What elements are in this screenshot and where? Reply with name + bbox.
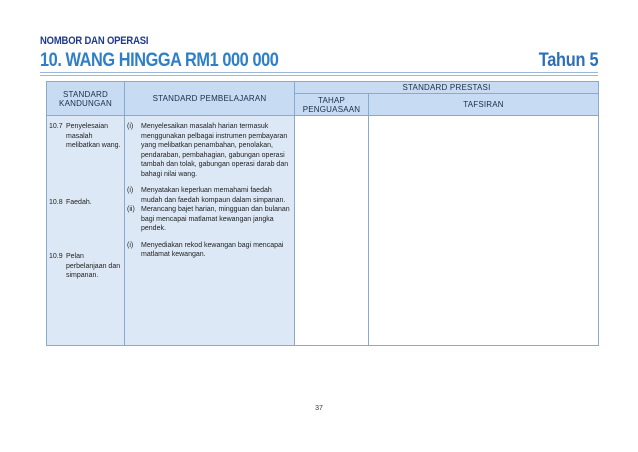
pembelajaran-item: [125, 205, 294, 234]
pembelajaran-text: Menyediakan rekod kewangan bagi mencapai matlamat kewangan.: [141, 241, 284, 258]
pembelajaran-item: [125, 186, 294, 205]
pembelajaran-number: (i): [127, 187, 134, 194]
kandungan-text: Pelan perbelanjaan dan simpanan.: [66, 253, 121, 279]
pembelajaran-item: [125, 122, 294, 179]
kandungan-number: 10.9: [49, 253, 63, 260]
header-divider-top: [40, 72, 598, 73]
header-standard-kandungan: STANDARD KANDUNGAN: [47, 82, 125, 116]
tahap-penguasaan-cell: [295, 116, 369, 346]
pembelajaran-number: (ii): [127, 206, 135, 213]
section-title: NOMBOR DAN OPERASI: [40, 35, 149, 47]
pembelajaran-text: Menyatakan keperluan memahami faedah mudah dan faedah kompaun dalam simpanan.: [141, 187, 286, 204]
curriculum-table: [46, 81, 599, 346]
pembelajaran-number: (i): [127, 241, 134, 249]
kandungan-item: [47, 198, 124, 208]
topic-title: 10. WANG HINGGA RM1 000 000: [40, 50, 279, 71]
year-label: Tahun 5: [538, 50, 598, 71]
kandungan-number: 10.8: [49, 198, 63, 206]
pembelajaran-text: Menyelesaikan masalah harian termasuk menggunakan pelbagai instrumen pembayaran yang melibatkan penambahan, penolakan, pendaraban, pembahagian, gabungan operasi tambah dan tolak, gabungan operasi darab dan bahagi nilai wang.: [141, 123, 289, 178]
pembelajaran-text: Merancang bajet harian, mingguan dan bulanan bagi mencapai matlamat kewangan jangka pendek.: [141, 206, 290, 232]
kandungan-number: 10.7: [49, 123, 63, 130]
tafsiran-cell: [369, 116, 599, 346]
header-divider-bottom: [40, 75, 598, 76]
kandungan-item: [47, 122, 124, 151]
header-tahap-penguasaan: TAHAP PENGUASAAN: [295, 94, 369, 116]
kandungan-text: Faedah.: [66, 198, 92, 206]
page-number: 37: [315, 405, 323, 412]
pembelajaran-item: [125, 241, 294, 260]
kandungan-cell: [47, 116, 125, 346]
kandungan-item: [47, 252, 124, 281]
kandungan-text: Penyelesaian masalah melibatkan wang.: [66, 123, 121, 149]
header-standard-prestasi: STANDARD PRESTASI: [295, 82, 599, 94]
header-standard-pembelajaran: STANDARD PEMBELAJARAN: [125, 82, 295, 116]
header-tafsiran: TAFSIRAN: [369, 94, 599, 116]
pembelajaran-number: (i): [127, 123, 134, 130]
pembelajaran-cell: [125, 116, 295, 346]
table-body-row: [47, 116, 599, 346]
